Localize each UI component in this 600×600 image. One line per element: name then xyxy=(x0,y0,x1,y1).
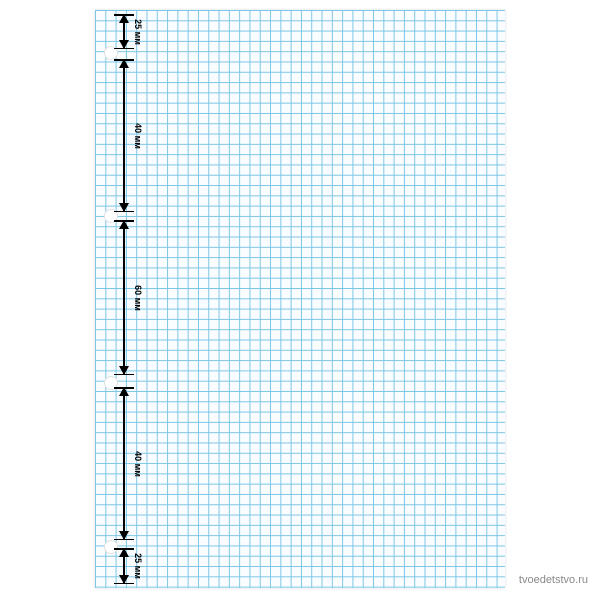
dimension-tick xyxy=(114,583,134,585)
dimension-40mm-upper xyxy=(110,59,143,212)
dimension-40mm-lower xyxy=(110,387,143,540)
dimension-line xyxy=(123,387,125,540)
dimension-60mm xyxy=(110,220,143,375)
dimension-label: 25 мм xyxy=(133,553,143,579)
dimension-tick xyxy=(114,48,134,50)
dimension-25mm-top xyxy=(110,14,143,49)
arrow-up-icon xyxy=(119,548,129,557)
watermark-text: tvoedetstvo.ru xyxy=(518,574,588,586)
dimension-label: 40 мм xyxy=(133,122,143,149)
dimension-line xyxy=(123,220,125,375)
arrow-up-icon xyxy=(119,387,129,396)
dimension-25mm-bottom xyxy=(110,548,143,584)
grid-paper-sheet xyxy=(95,10,505,588)
dimension-tick xyxy=(114,539,134,541)
dimension-label: 40 мм xyxy=(133,450,143,477)
dimension-tick xyxy=(114,211,134,213)
dimension-tick xyxy=(114,374,134,376)
dimension-label: 60 мм xyxy=(133,284,143,311)
dimension-label: 25 мм xyxy=(133,18,143,45)
dimension-line xyxy=(123,59,125,212)
arrow-up-icon xyxy=(119,59,129,68)
arrow-up-icon xyxy=(119,220,129,229)
arrow-up-icon xyxy=(119,14,129,23)
